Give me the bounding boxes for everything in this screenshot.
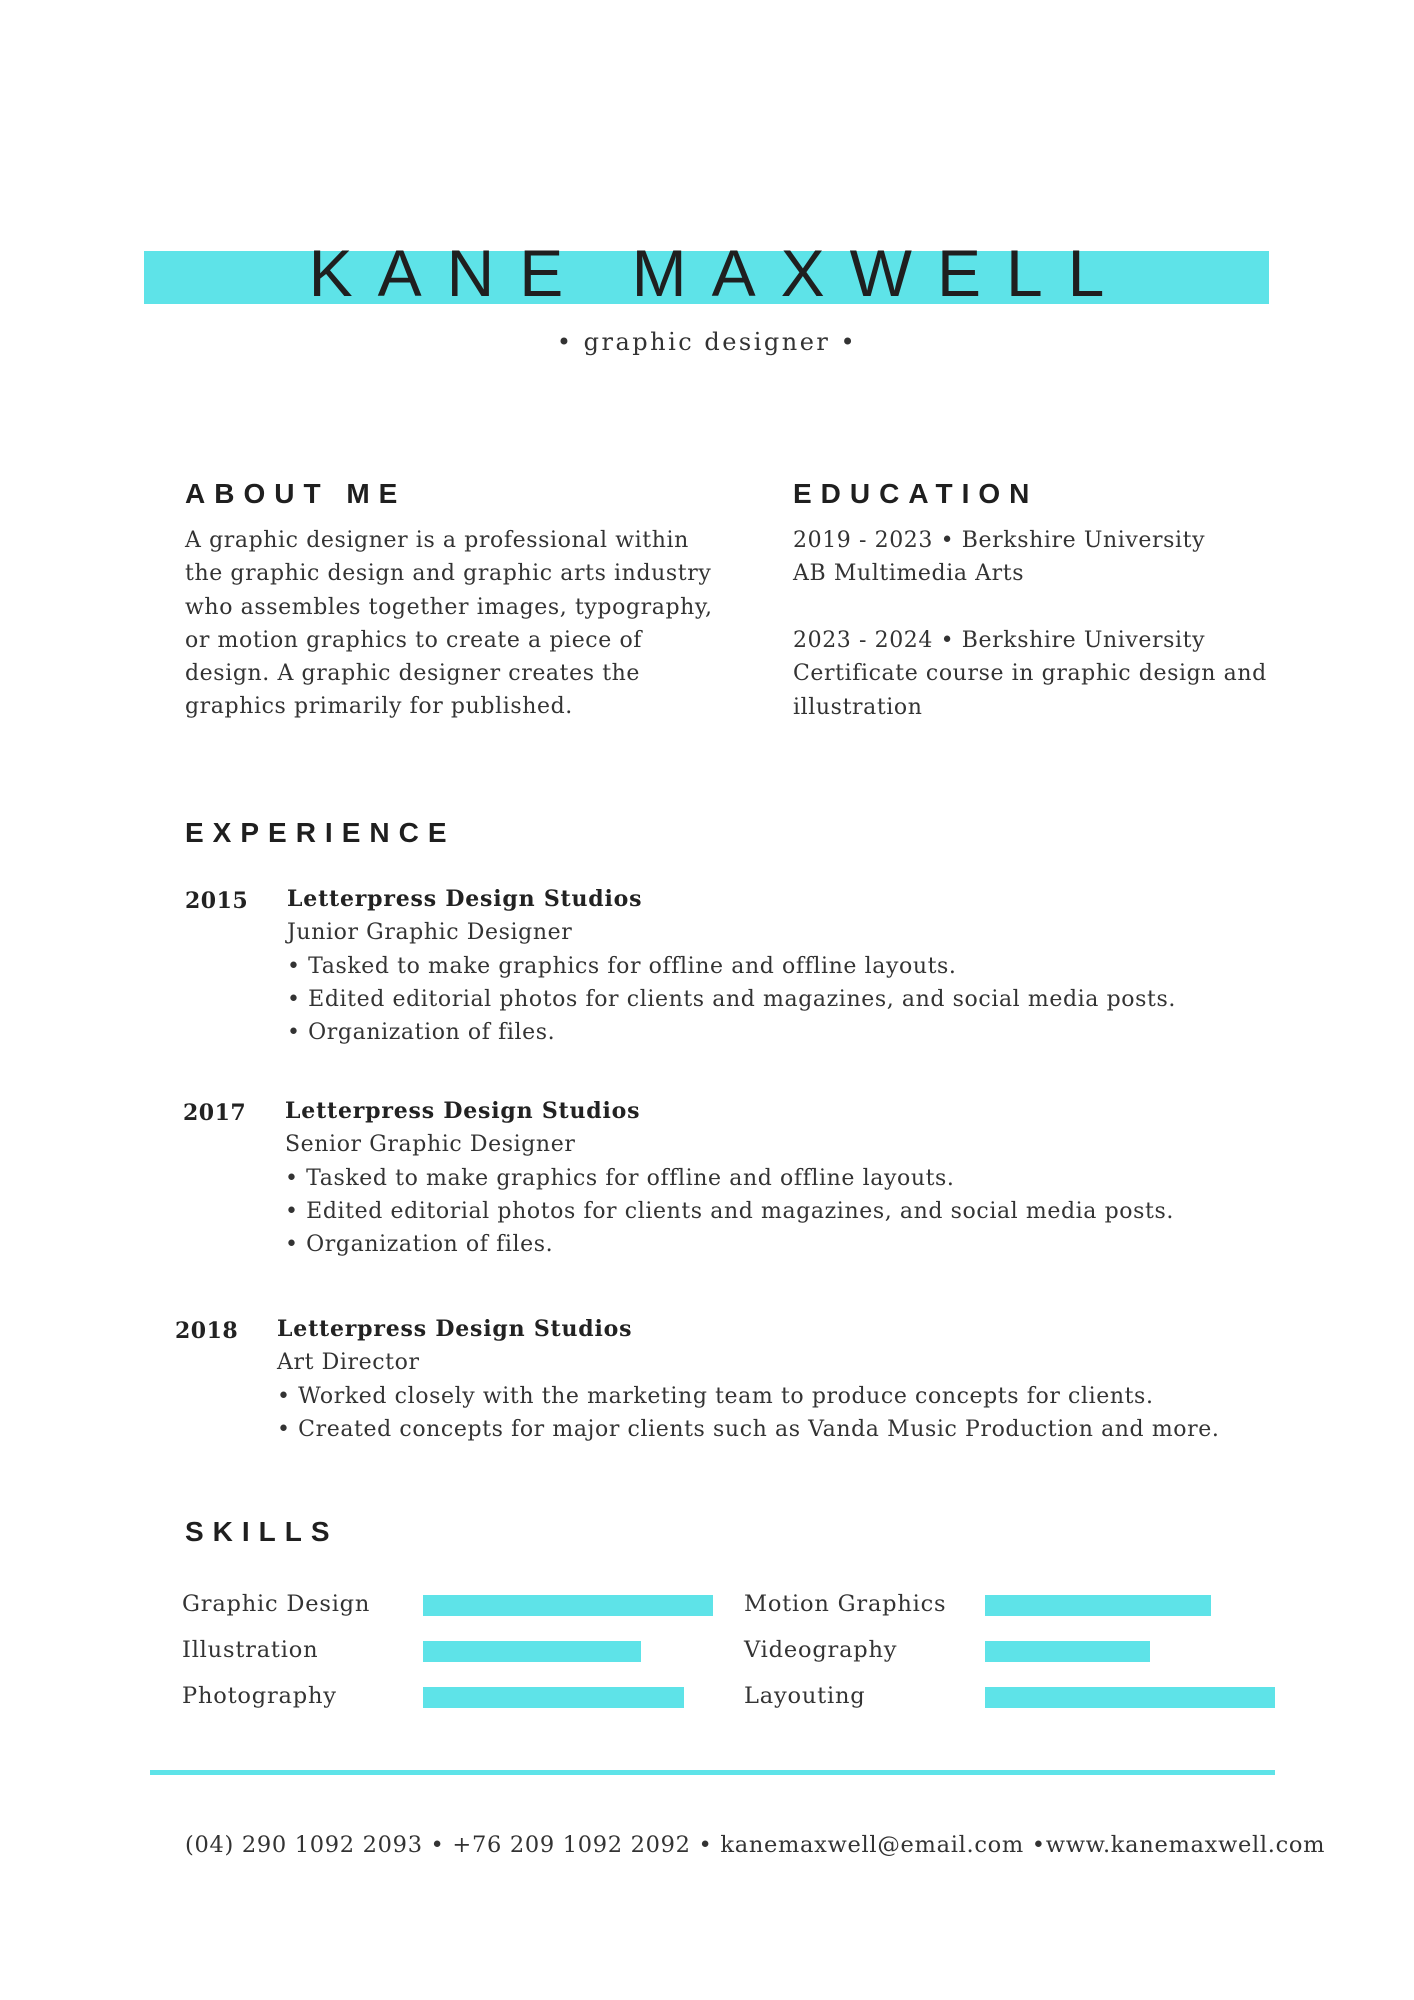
about-text bbox=[185, 524, 713, 724]
job-title: • graphic designer • bbox=[556, 328, 858, 356]
job-bullet: • Edited editorial photos for clients and magazines, and social media posts. bbox=[287, 986, 1176, 1012]
about-line: A graphic designer is a professional within bbox=[185, 528, 689, 553]
skill-name: Motion Graphics bbox=[744, 1591, 947, 1617]
job-company: Letterpress Design Studios bbox=[287, 886, 643, 912]
skill-level-bar bbox=[423, 1687, 684, 1708]
skill-name: Illustration bbox=[182, 1637, 319, 1663]
job-bullet: • Tasked to make graphics for offline and offline layouts. bbox=[287, 953, 957, 979]
about-line: graphics primarily for published. bbox=[185, 694, 573, 720]
education-title: 2019 - 2023 • Berkshire University bbox=[793, 528, 1206, 553]
job-year: 2017 bbox=[183, 1100, 247, 1126]
job-bullet: • Tasked to make graphics for offline and offline layouts. bbox=[285, 1165, 955, 1191]
experience-heading: EXPERIENCE bbox=[185, 817, 456, 848]
skills-heading: SKILLS bbox=[185, 1516, 339, 1547]
education-heading: EDUCATION bbox=[793, 478, 1039, 509]
about-line: the graphic design and graphic arts industry bbox=[185, 561, 712, 587]
about-line: design. A graphic designer creates the bbox=[185, 661, 641, 687]
job-entry bbox=[287, 883, 1176, 1049]
job-bullet: • Organization of files. bbox=[287, 1020, 556, 1046]
education-entry bbox=[793, 524, 1205, 591]
contact-info: (04) 290 1092 2093 • +76 209 1092 2092 • kanemaxwell@email.com •www.kanemaxwell.com bbox=[185, 1832, 1326, 1858]
job-bullet: • Worked closely with the marketing team to produce concepts for clients. bbox=[277, 1383, 1154, 1409]
education-detail: AB Multimedia Arts bbox=[793, 561, 1025, 587]
skill-level-bar bbox=[423, 1595, 713, 1616]
job-role: Senior Graphic Designer bbox=[285, 1132, 576, 1158]
job-year: 2015 bbox=[185, 888, 249, 914]
about-line: who assembles together images, typography, bbox=[185, 594, 713, 620]
about-line: or motion graphics to create a piece of bbox=[185, 627, 643, 653]
skill-name: Layouting bbox=[744, 1683, 866, 1709]
job-bullet: • Edited editorial photos for clients and magazines, and social media posts. bbox=[285, 1198, 1174, 1224]
skill-level-bar bbox=[985, 1687, 1275, 1708]
candidate-name: KANE MAXWELL bbox=[308, 236, 1130, 310]
skill-level-bar bbox=[423, 1641, 641, 1662]
job-entry bbox=[277, 1313, 1219, 1446]
job-entry bbox=[285, 1095, 1174, 1261]
job-year: 2018 bbox=[175, 1318, 239, 1344]
about-heading: ABOUT ME bbox=[185, 478, 407, 509]
job-role: Art Director bbox=[277, 1350, 420, 1376]
skill-name: Graphic Design bbox=[182, 1591, 371, 1617]
job-company: Letterpress Design Studios bbox=[285, 1098, 641, 1124]
job-bullet: • Organization of files. bbox=[285, 1232, 554, 1258]
skill-level-bar bbox=[985, 1641, 1150, 1662]
education-detail: Certificate course in graphic design and illustration bbox=[793, 661, 1267, 720]
job-bullet: • Created concepts for major clients such as Vanda Music Production and more. bbox=[277, 1416, 1220, 1442]
job-role: Junior Graphic Designer bbox=[287, 920, 573, 946]
footer-divider bbox=[150, 1770, 1275, 1775]
skill-name: Videography bbox=[744, 1637, 898, 1663]
skill-name: Photography bbox=[182, 1683, 337, 1709]
skill-level-bar bbox=[985, 1595, 1211, 1616]
education-entry bbox=[793, 624, 1267, 724]
job-company: Letterpress Design Studios bbox=[277, 1316, 633, 1342]
education-title: 2023 - 2024 • Berkshire University bbox=[793, 628, 1206, 653]
